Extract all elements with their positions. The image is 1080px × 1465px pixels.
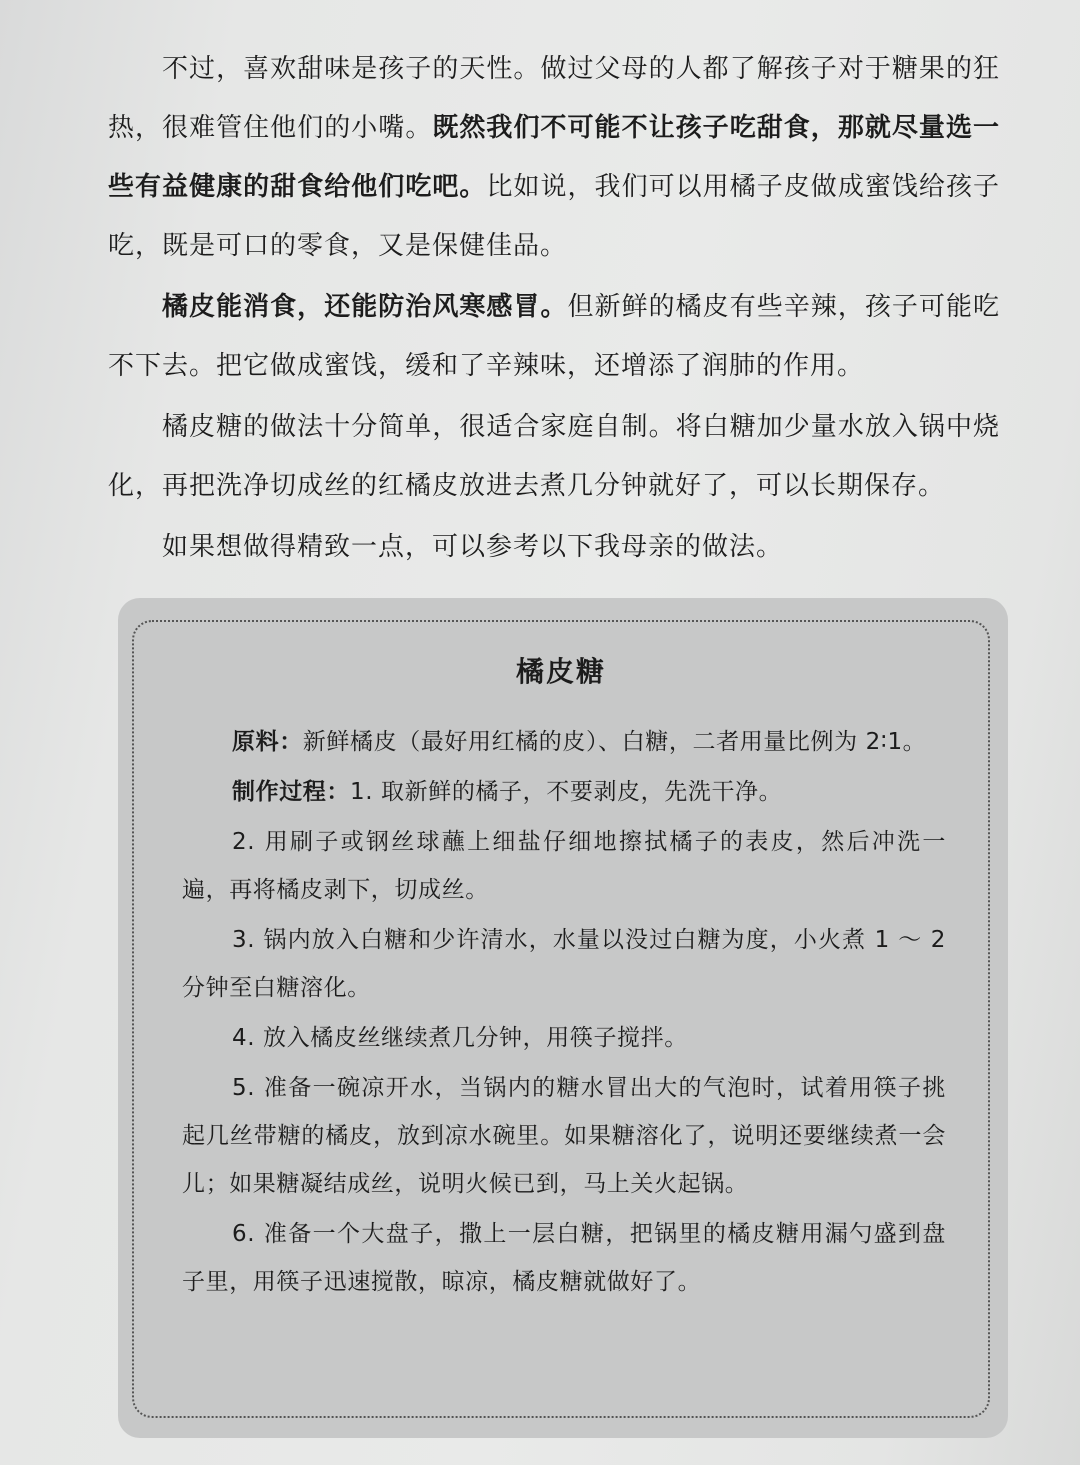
paragraph-3 [108, 398, 1000, 516]
recipe-step: 4. 放入橘皮丝继续煮几分钟，用筷子搅拌。 [232, 1025, 688, 1051]
paragraph-1-text-a: 不过，喜欢甜味是孩子的天性。做过父母的人都了解孩子对于糖果的狂热，很难管住他们的小嘴。 [108, 54, 1000, 143]
paragraph-4-text: 如果想做得精致一点，可以参考以下我母亲的做法。 [162, 532, 784, 562]
paragraph-1-bold: 既然我们不可能不让孩子吃甜食，那就尽量选一些有益健康的甜食给他们吃吧。 [108, 113, 1000, 202]
paragraph-4 [108, 518, 1000, 577]
recipe-body [182, 718, 946, 1308]
paragraph-1-text-b: 比如说，我们可以用橘子皮做成蜜饯给孩子吃，既是可口的零食，又是保健佳品。 [108, 172, 1000, 261]
body-text [108, 40, 1000, 579]
paragraph-3-text: 橘皮糖的做法十分简单，很适合家庭自制。将白糖加少量水放入锅中烧化，再把洗净切成丝的红橘皮放进去煮几分钟就好了，可以长期保存。 [108, 412, 1000, 501]
ingredients-label: 原料： [232, 729, 303, 755]
recipe-ingredients [182, 718, 946, 766]
paragraph-2-bold: 橘皮能消食，还能防治风寒感冒。 [162, 292, 568, 322]
recipe-step [182, 768, 946, 816]
recipe-step: 6. 准备一个大盘子，撒上一层白糖，把锅里的橘皮糖用漏勺盛到盘子里，用筷子迅速搅散，晾凉，橘皮糖就做好了。 [182, 1221, 946, 1295]
paragraph-2-text: 但新鲜的橘皮有些辛辣，孩子可能吃不下去。把它做成蜜饯，缓和了辛辣味，还增添了润肺的作用。 [108, 292, 1000, 381]
step-1-text: 1. 取新鲜的橘子，不要剥皮，先洗干净。 [350, 779, 783, 805]
recipe-title: 橘皮糖 [515, 655, 606, 688]
recipe-step: 3. 锅内放入白糖和少许清水，水量以没过白糖为度，小火煮 1 ～ 2 分钟至白糖溶化。 [182, 927, 946, 1001]
process-label: 制作过程： [232, 779, 350, 805]
recipe-box-dotted-border [132, 620, 990, 1418]
recipe-box [118, 598, 1008, 1438]
recipe-step: 5. 准备一碗凉开水，当锅内的糖水冒出大的气泡时，试着用筷子挑起几丝带糖的橘皮，放到凉水碗里。如果糖溶化了，说明还要继续煮一会儿；如果糖凝结成丝，说明火候已到，马上关火起锅。 [182, 1075, 946, 1197]
recipe-step: 2. 用刷子或钢丝球蘸上细盐仔细地擦拭橘子的表皮，然后冲洗一遍，再将橘皮剥下，切成丝。 [182, 829, 946, 903]
ingredients-text: 新鲜橘皮（最好用红橘的皮）、白糖，二者用量比例为 2∶1。 [302, 729, 927, 755]
paragraph-2 [108, 278, 1000, 396]
paragraph-1 [108, 40, 1000, 276]
